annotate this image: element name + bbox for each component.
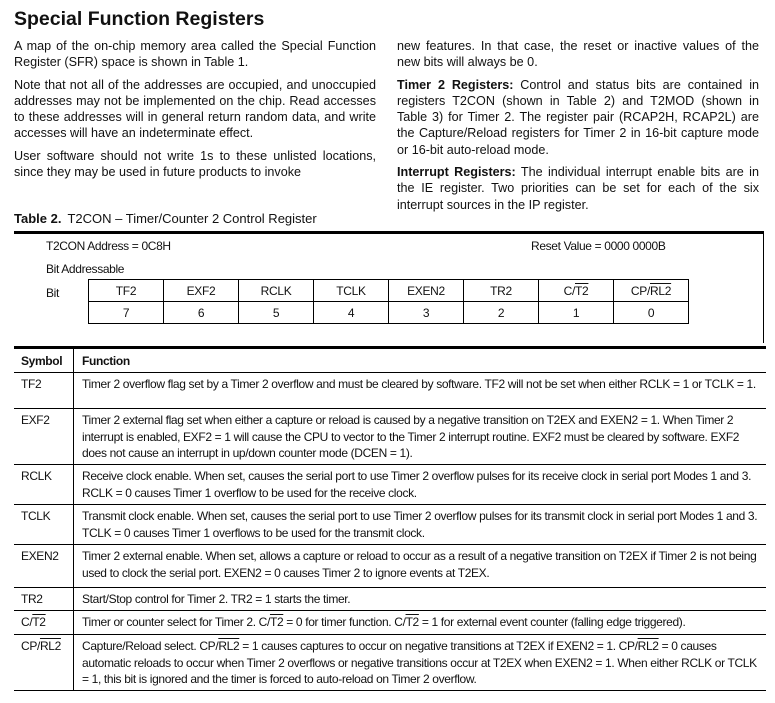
symbol-cell	[14, 372, 74, 408]
right-column	[397, 38, 759, 219]
symbol-text: EXEN2	[407, 283, 445, 298]
bit-name-cell	[389, 280, 464, 302]
paragraph-text: Control and status bits are contained in registers T2CON (shown in Table 2) and T2MOD (shown in Table 3) for Timer 2. The register pair (RCAP2H, RCAP2L) are the Capture/Reload registers for Timer 2 in 16-bit capture mode or 16-bit auto-reload mode.	[397, 77, 759, 157]
section-title: Special Function Registers	[14, 8, 265, 30]
bit-table	[88, 279, 689, 324]
bit-addressable-label: Bit Addressable	[46, 262, 125, 276]
table-row	[14, 634, 766, 690]
header-symbol: Symbol	[14, 348, 74, 373]
function-text: Receive clock enable. When set, causes the serial port to use Timer 2 overflow pulses for its receive clock in serial port Modes 1 and 3. RCLK = 0 causes Timer 1 overflow to be used for the receive clock.	[82, 469, 752, 500]
table-caption	[14, 211, 317, 226]
function-cell	[74, 544, 767, 587]
symbol-cell	[14, 465, 74, 505]
symbol-text: TR2	[21, 591, 43, 606]
symbol-cell	[14, 587, 74, 610]
bit-label: Bit	[46, 286, 59, 300]
table-row	[14, 465, 766, 505]
symbol-text: EXEN2	[21, 548, 59, 563]
bit-number-cell: 6	[164, 302, 239, 324]
function-text: Timer or counter select for Timer 2. C/	[82, 614, 270, 629]
table-row	[14, 587, 766, 610]
bit-name-cell	[539, 280, 614, 302]
symbol-text: TF2	[115, 283, 137, 298]
symbol-overline-text: T2	[32, 614, 46, 629]
bit-name-cell	[614, 280, 689, 302]
bit-name-cell	[89, 280, 164, 302]
paragraph	[397, 164, 759, 213]
symbol-text: C/	[21, 614, 33, 629]
symbol-text: TCLK	[21, 508, 51, 523]
left-column	[14, 38, 376, 186]
symbol-text: EXF2	[186, 283, 216, 298]
symbol-text: RCLK	[260, 283, 292, 298]
symbol-cell	[14, 544, 74, 587]
paragraph	[397, 77, 759, 158]
table-row	[14, 544, 766, 587]
table-row	[14, 372, 766, 408]
paragraph-lead: Interrupt Registers:	[397, 165, 516, 180]
symbol-cell	[14, 634, 74, 690]
bit-number-cell: 7	[89, 302, 164, 324]
paragraph-text: new features. In that case, the reset or inactive values of the new bits will always be 0.	[397, 39, 759, 70]
bit-name-cell	[164, 280, 239, 302]
symbol-text: CP/	[630, 283, 650, 298]
paragraph	[397, 38, 759, 71]
function-text: Start/Stop control for Timer 2. TR2 = 1 starts the timer.	[82, 591, 351, 606]
function-text: Timer 2 overflow flag set by a Timer 2 overflow and must be cleared by software. TF2 will not be set when either RCLK = 1 or TCLK = 1.	[82, 376, 756, 391]
header-function: Function	[74, 348, 767, 373]
function-cell	[74, 587, 767, 610]
symbol-text: TR2	[490, 283, 512, 298]
function-text: Transmit clock enable. When set, causes the serial port to use Timer 2 overflow pulses for its transmit clock in serial port Modes 1 and 3. TCLK = 0 causes Timer 1 overflows to be used for the transmit clock.	[82, 508, 758, 540]
paragraph-lead: Timer 2 Registers:	[397, 77, 514, 92]
table-row	[14, 408, 766, 464]
function-text: = 0 causes automatic reloads to occur when Timer 2 overflows or negative transitions occur at T2EX when EXEN2 = 1. When either RCLK or TCLK = 1, this bit is ignored and the timer is forced to auto-reload on Timer 2 overflow.	[82, 638, 757, 687]
paragraph: User software should not write 1s to these unlisted locations, since they may be used in future products to invoke	[14, 148, 376, 180]
bit-number-cell: 0	[614, 302, 689, 324]
overline-text: RL2	[218, 638, 240, 653]
bit-name-cell	[314, 280, 389, 302]
symbol-overline-text: RL2	[39, 638, 61, 653]
overline-text: T2	[405, 614, 419, 629]
function-cell	[74, 408, 767, 464]
symbol-text: RCLK	[21, 469, 52, 484]
symbol-text: CP/	[21, 638, 40, 653]
paragraph: A map of the on-chip memory area called the Special Function Register (SFR) space is shown in Table 1.	[14, 39, 376, 70]
function-text: = 1 for external event counter (falling edge triggered).	[418, 614, 686, 629]
overline-text: T2	[269, 614, 284, 629]
function-cell	[74, 610, 767, 634]
bit-number-cell: 2	[464, 302, 539, 324]
symbol-text: TCLK	[336, 283, 366, 298]
table-caption-label: Table 2.	[14, 211, 62, 226]
paragraph-text: The individual interrupt enable bits are in the IE register. Two priorities can be set for each of the six interrupt sources in the IP register.	[397, 165, 759, 212]
function-text: Timer 2 external enable. When set, allows a capture or reload to occur as a result of a negative transition on T2EX if Timer 2 is not being used to clock the serial port. EXEN2 = 0 causes Timer 2 to ignore events at T2EX.	[82, 548, 757, 580]
symbol-cell	[14, 610, 74, 634]
bit-number-cell: 4	[314, 302, 389, 324]
table-caption-text: T2CON – Timer/Counter 2 Control Register	[67, 211, 317, 226]
symbol-overline-text: RL2	[649, 283, 672, 298]
function-cell	[74, 372, 767, 408]
function-text: = 0 for timer function. C/	[283, 614, 406, 629]
function-text: = 1 causes captures to occur on negative transitions at T2EX if EXEN2 = 1. CP/	[239, 638, 638, 653]
function-table	[14, 346, 766, 691]
symbol-text: EXF2	[21, 412, 50, 427]
table-row	[14, 504, 766, 544]
table-header-row	[14, 348, 766, 373]
symbol-cell	[14, 504, 74, 544]
function-text: Timer 2 external flag set when either a capture or reload is caused by a negative transition on T2EX and EXEN2 = 1. When Timer 2 interrupt is enabled, EXF2 = 1 will cause the CPU to vector to the Timer 2 interrupt routine. EXF2 must be cleared by software. EXF2 does not cause an interrupt in up/down counter mode (DCEN = 1).	[82, 412, 740, 461]
function-cell	[74, 634, 767, 690]
paragraph: Note that not all of the addresses are occupied, and unoccupied addresses may not be implemented on the chip. Read accesses to these addresses will in general return random data, and write accesses will have an indeterminate effect.	[14, 77, 376, 141]
overline-text: RL2	[637, 638, 659, 653]
register-address: T2CON Address = 0C8H	[46, 239, 171, 253]
function-text: Capture/Reload select. CP/	[82, 638, 219, 653]
bit-name-cell	[464, 280, 539, 302]
table-row	[14, 610, 766, 634]
bit-number-cell: 5	[239, 302, 314, 324]
symbol-overline-text: T2	[575, 283, 589, 298]
register-reset-value: Reset Value = 0000 0000B	[531, 239, 666, 253]
symbol-text: C/	[563, 283, 575, 298]
bit-number-cell: 3	[389, 302, 464, 324]
bit-name-cell	[239, 280, 314, 302]
symbol-text: TF2	[21, 376, 42, 391]
bit-number-cell: 1	[539, 302, 614, 324]
function-cell	[74, 504, 767, 544]
function-cell	[74, 465, 767, 505]
symbol-cell	[14, 408, 74, 464]
